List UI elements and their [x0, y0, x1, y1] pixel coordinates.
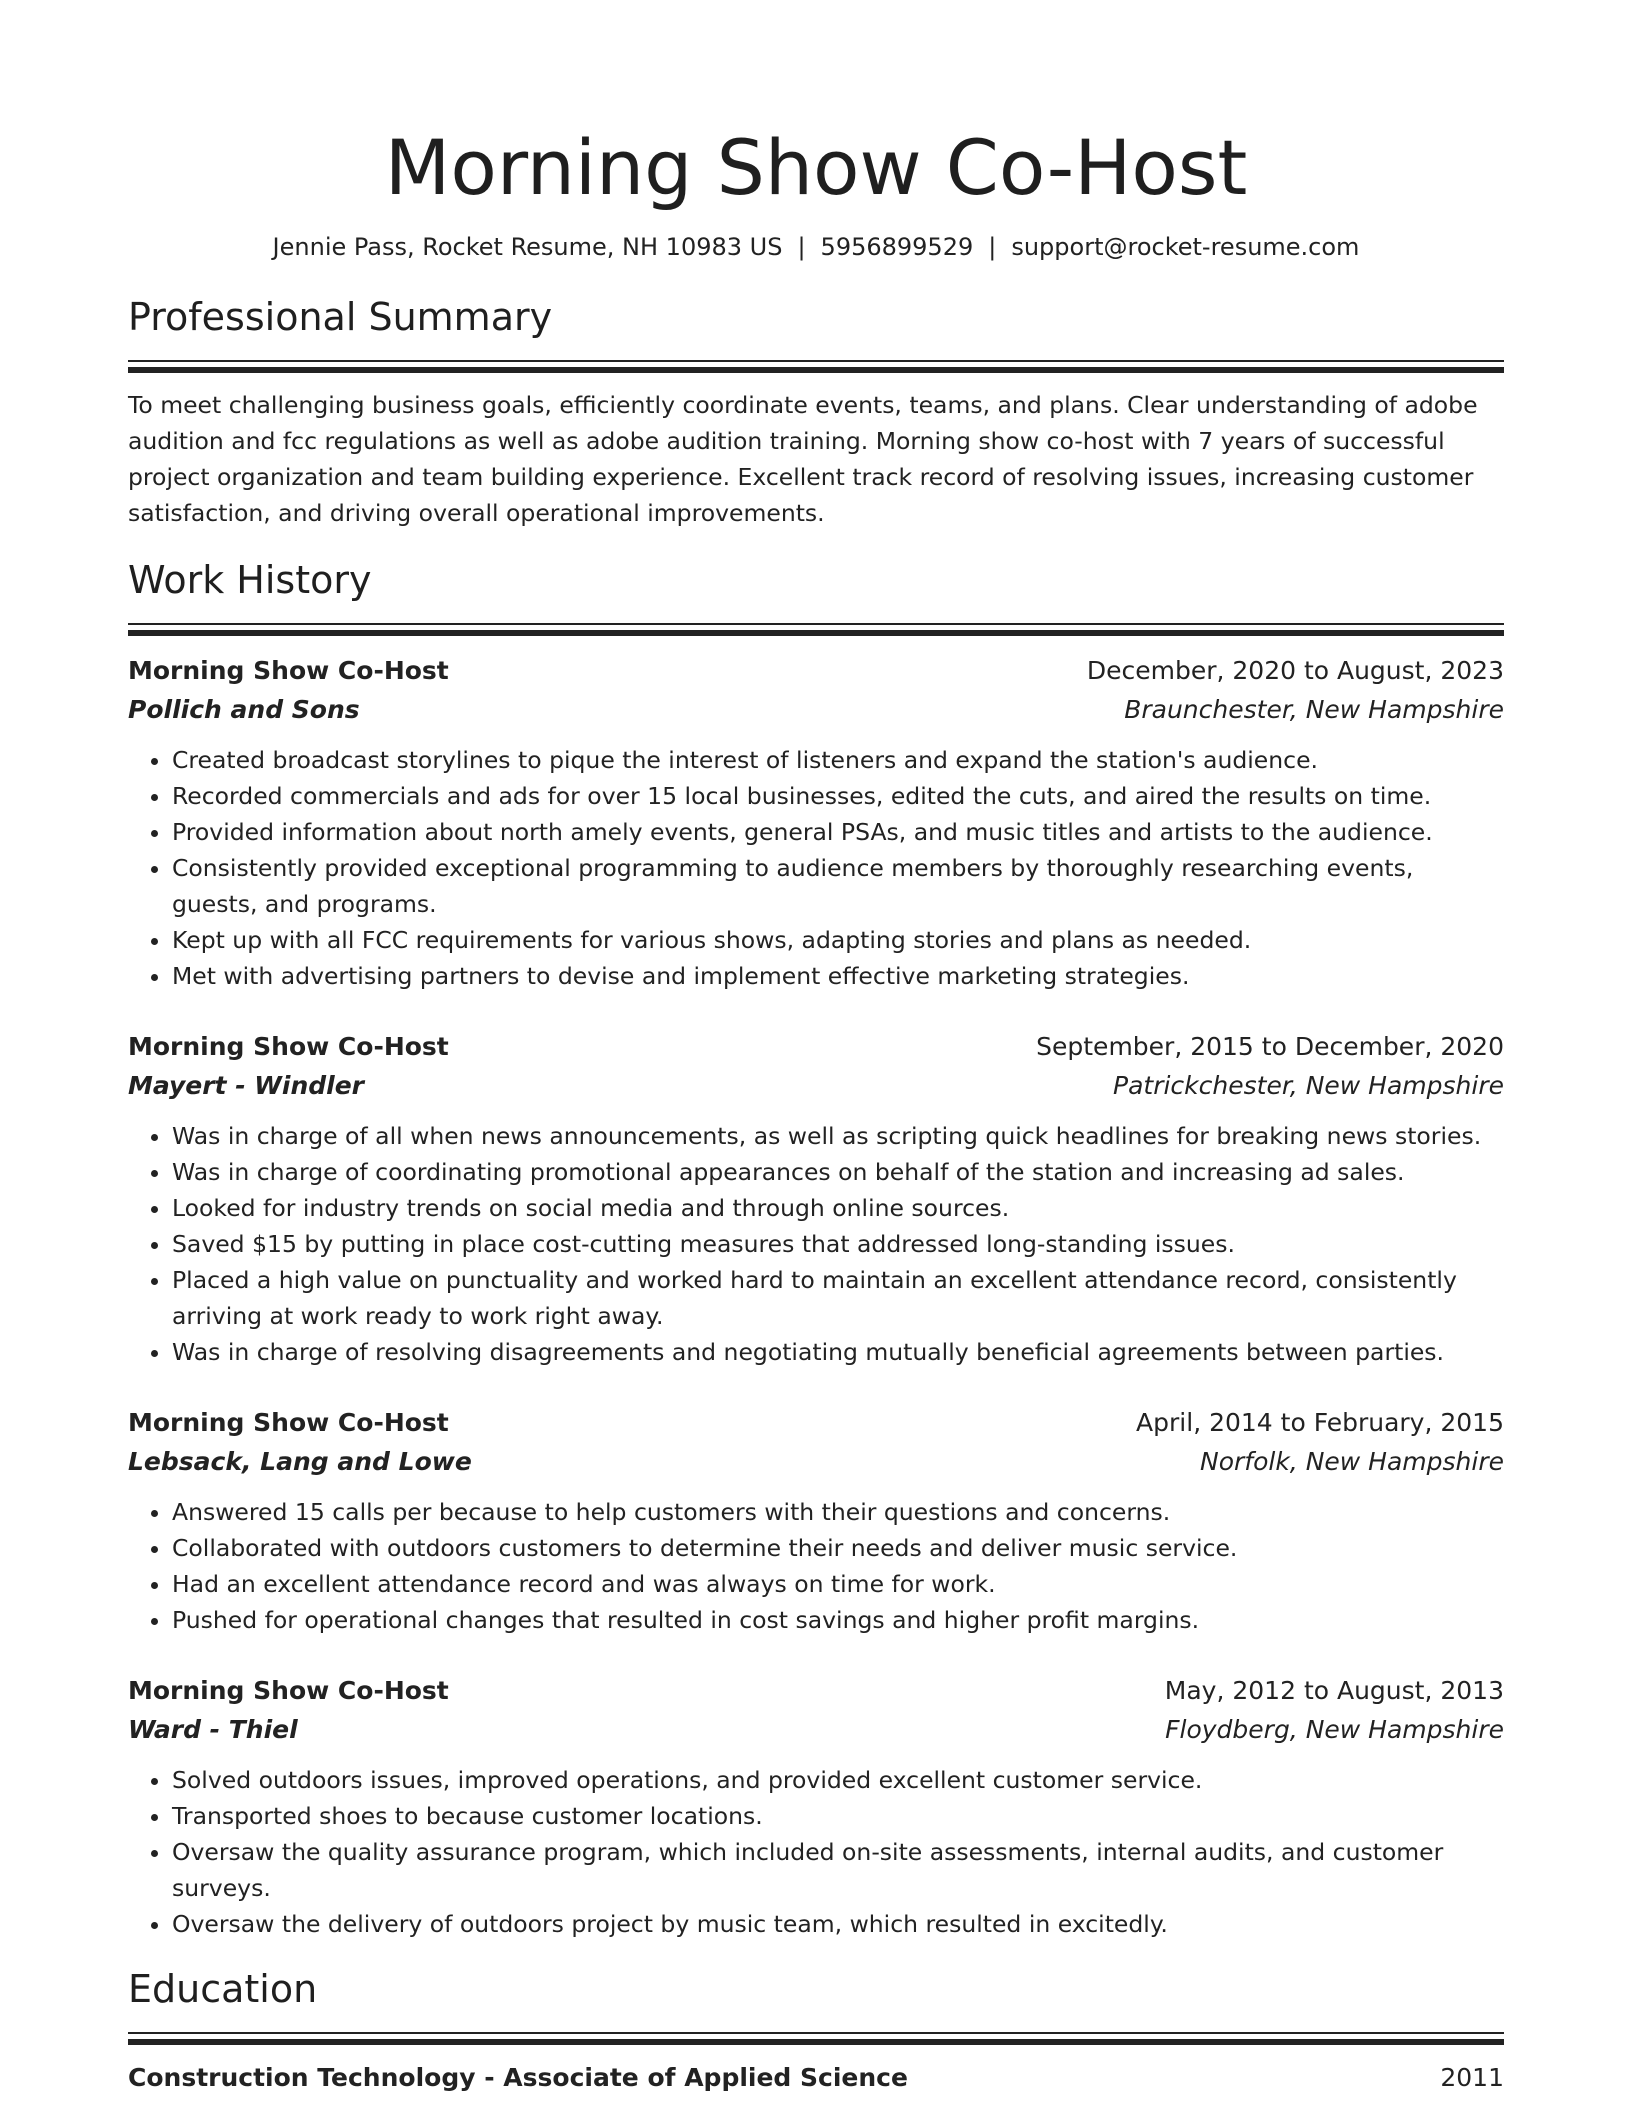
job-dates: December, 2020 to August, 2023 [1086, 656, 1504, 685]
resume-content [128, 118, 1504, 2097]
section-rule-thick [128, 367, 1504, 373]
job-company: Lebsack, Lang and Lowe [128, 1447, 472, 1476]
contact-email: support@rocket-resume.com [1011, 233, 1360, 261]
education-section [128, 1964, 1504, 2097]
section-rule-thin [128, 360, 1504, 362]
job-bullet: • Was in charge of resolving disagreements and negotiating mutually beneficial agreements between parties. [172, 1334, 1504, 1370]
job-header-row [128, 652, 1504, 690]
section-rule-thin [128, 2032, 1504, 2034]
section-rule-thick [128, 2039, 1504, 2045]
job-bullet: • Met with advertising partners to devise and implement effective marketing strategies. [172, 958, 1504, 994]
job-bullet: • Looked for industry trends on social media and through online sources. [172, 1190, 1504, 1226]
contact-phone: 5956899529 [820, 233, 974, 261]
contact-address: Jennie Pass, Rocket Resume, NH 10983 US [272, 233, 783, 261]
job-dates: May, 2012 to August, 2013 [1164, 1676, 1504, 1705]
job-title: Morning Show Co-Host [128, 1408, 449, 1437]
work-history-section [128, 555, 1504, 1942]
job-bullet-list [128, 1762, 1504, 1942]
job-company: Pollich and Sons [128, 695, 360, 724]
education-year: 2011 [1440, 2063, 1504, 2092]
job-location: Floydberg, New Hampshire [1165, 1715, 1504, 1744]
job-bullet: • Transported shoes to because customer locations. [172, 1798, 1504, 1834]
summary-text: To meet challenging business goals, efficiently coordinate events, teams, and plans. Clear understanding of adobe audition and fcc regulations as well as adobe audition training. Morning show co-host with 7 years of successful project organization and team building experience. Excellent track record of resolving issues, increasing customer satisfaction, and driving overall operational improvements. [128, 391, 1478, 527]
job-bullet: • Kept up with all FCC requirements for various shows, adapting stories and plans as needed. [172, 922, 1504, 958]
job-bullet: • Saved $15 by putting in place cost-cutting measures that addressed long-standing issues. [172, 1226, 1504, 1262]
job-header-row [128, 1404, 1504, 1442]
job-bullet-list [128, 742, 1504, 994]
job-bullet: • Created broadcast storylines to pique the interest of listeners and expand the station's audience. [172, 742, 1504, 778]
job-title: Morning Show Co-Host [128, 656, 449, 685]
job-entry [128, 1672, 1504, 1942]
job-company-row [128, 1066, 1504, 1106]
job-location: Braunchester, New Hampshire [1124, 695, 1504, 724]
job-bullet: • Oversaw the delivery of outdoors project by music team, which resulted in excitedly. [172, 1906, 1504, 1942]
job-location: Norfolk, New Hampshire [1200, 1447, 1504, 1476]
job-bullet: • Consistently provided exceptional programming to audience members by thoroughly researching events, guests, and programs. [172, 850, 1504, 922]
job-entry [128, 1404, 1504, 1638]
job-bullet: • Was in charge of all when news announcements, as well as scripting quick headlines for breaking news stories. [172, 1118, 1504, 1154]
job-bullet: • Pushed for operational changes that resulted in cost savings and higher profit margins. [172, 1602, 1504, 1638]
job-bullet: • Oversaw the quality assurance program, which included on-site assessments, internal audits, and customer surveys. [172, 1834, 1504, 1906]
job-bullet: • Answered 15 calls per because to help customers with their questions and concerns. [172, 1494, 1504, 1530]
job-location: Patrickchester, New Hampshire [1113, 1071, 1504, 1100]
contact-line [128, 230, 1504, 264]
job-bullet: • Collaborated with outdoors customers to determine their needs and deliver music service. [172, 1530, 1504, 1566]
job-bullet-list [128, 1494, 1504, 1638]
job-title: Morning Show Co-Host [128, 1676, 449, 1705]
job-company-row [128, 1442, 1504, 1482]
job-dates: September, 2015 to December, 2020 [1036, 1032, 1504, 1061]
job-header-row [128, 1028, 1504, 1066]
job-entry [128, 652, 1504, 994]
job-bullet: • Recorded commercials and ads for over 15 local businesses, edited the cuts, and aired the results on time. [172, 778, 1504, 814]
job-bullet-list [128, 1118, 1504, 1370]
section-title-summary: Professional Summary [128, 295, 553, 339]
contact-separator: | [988, 233, 997, 261]
job-bullet: • Provided information about north amely events, general PSAs, and music titles and artists to the audience. [172, 814, 1504, 850]
job-company-row [128, 1710, 1504, 1750]
job-title: Morning Show Co-Host [128, 1032, 449, 1061]
section-rule-thin [128, 623, 1504, 625]
job-company-row [128, 690, 1504, 730]
summary-section [128, 292, 1504, 531]
job-bullet: • Was in charge of coordinating promotional appearances on behalf of the station and increasing ad sales. [172, 1154, 1504, 1190]
section-title-work-history: Work History [128, 558, 372, 602]
education-degree: Construction Technology - Associate of Applied Science [128, 2063, 908, 2092]
job-entry [128, 1028, 1504, 1370]
resume-title: Morning Show Co-Host [384, 123, 1248, 212]
job-bullet: • Solved outdoors issues, improved operations, and provided excellent customer service. [172, 1762, 1504, 1798]
education-entry [128, 2059, 1504, 2097]
job-company: Ward - Thiel [128, 1715, 298, 1744]
job-bullet: • Placed a high value on punctuality and worked hard to maintain an excellent attendance record, consistently arriving at work ready to work right away. [172, 1262, 1504, 1334]
job-dates: April, 2014 to February, 2015 [1136, 1408, 1504, 1437]
contact-separator: | [797, 233, 806, 261]
job-bullet: • Had an excellent attendance record and was always on time for work. [172, 1566, 1504, 1602]
job-header-row [128, 1672, 1504, 1710]
section-rule-thick [128, 630, 1504, 636]
job-company: Mayert - Windler [128, 1071, 364, 1100]
section-title-education: Education [128, 1967, 318, 2011]
